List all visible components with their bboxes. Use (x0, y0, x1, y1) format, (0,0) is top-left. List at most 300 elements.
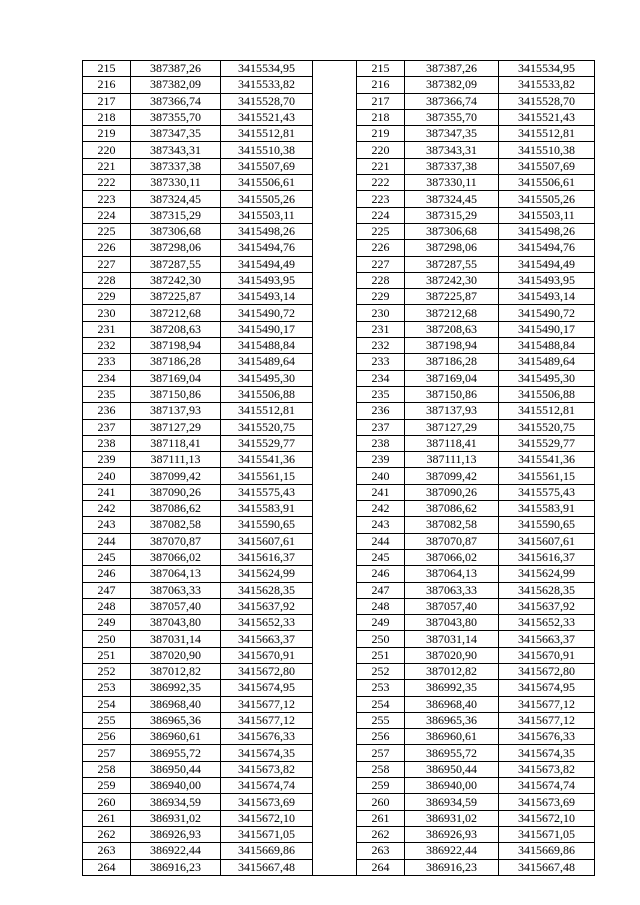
left-point-number-cell: 251 (83, 647, 131, 663)
table-spacer-cell (313, 826, 357, 842)
right-point-number-cell: 249 (357, 615, 405, 631)
left-y-coordinate-cell: 3415674,74 (221, 778, 313, 794)
right-point-number-cell: 250 (357, 631, 405, 647)
table-spacer-cell (313, 452, 357, 468)
left-point-number-cell: 240 (83, 468, 131, 484)
table-row (83, 158, 595, 174)
table-spacer-cell (313, 77, 357, 93)
left-x-coordinate-cell: 386992,35 (131, 680, 221, 696)
left-x-coordinate-cell: 387387,26 (131, 61, 221, 77)
right-x-coordinate-cell: 387287,55 (405, 256, 499, 272)
left-point-number-cell: 250 (83, 631, 131, 647)
table-row (83, 696, 595, 712)
right-x-coordinate-cell: 387242,30 (405, 272, 499, 288)
right-y-coordinate-cell: 3415512,81 (499, 403, 595, 419)
table-spacer-cell (313, 810, 357, 826)
right-x-coordinate-cell: 387355,70 (405, 109, 499, 125)
right-x-coordinate-cell: 387082,58 (405, 517, 499, 533)
left-x-coordinate-cell: 387137,93 (131, 403, 221, 419)
right-point-number-cell: 258 (357, 761, 405, 777)
right-y-coordinate-cell: 3415493,95 (499, 272, 595, 288)
table-row (83, 93, 595, 109)
right-x-coordinate-cell: 386992,35 (405, 680, 499, 696)
right-x-coordinate-cell: 387063,33 (405, 582, 499, 598)
table-row (83, 435, 595, 451)
left-y-coordinate-cell: 3415590,65 (221, 517, 313, 533)
table-spacer-cell (313, 696, 357, 712)
table-spacer-cell (313, 240, 357, 256)
table-row (83, 191, 595, 207)
table-row (83, 305, 595, 321)
left-y-coordinate-cell: 3415541,36 (221, 452, 313, 468)
left-x-coordinate-cell: 387111,13 (131, 452, 221, 468)
right-y-coordinate-cell: 3415507,69 (499, 158, 595, 174)
left-x-coordinate-cell: 386940,00 (131, 778, 221, 794)
table-spacer-cell (313, 598, 357, 614)
left-y-coordinate-cell: 3415674,95 (221, 680, 313, 696)
left-point-number-cell: 235 (83, 386, 131, 402)
right-y-coordinate-cell: 3415561,15 (499, 468, 595, 484)
left-y-coordinate-cell: 3415494,49 (221, 256, 313, 272)
left-y-coordinate-cell: 3415507,69 (221, 158, 313, 174)
left-x-coordinate-cell: 387337,38 (131, 158, 221, 174)
right-x-coordinate-cell: 386926,93 (405, 826, 499, 842)
left-y-coordinate-cell: 3415677,12 (221, 696, 313, 712)
table-row (83, 419, 595, 435)
left-y-coordinate-cell: 3415489,64 (221, 354, 313, 370)
left-y-coordinate-cell: 3415493,95 (221, 272, 313, 288)
left-x-coordinate-cell: 387343,31 (131, 142, 221, 158)
left-point-number-cell: 226 (83, 240, 131, 256)
right-y-coordinate-cell: 3415669,86 (499, 843, 595, 859)
left-y-coordinate-cell: 3415528,70 (221, 93, 313, 109)
left-point-number-cell: 243 (83, 517, 131, 533)
left-y-coordinate-cell: 3415488,84 (221, 338, 313, 354)
left-x-coordinate-cell: 387169,04 (131, 370, 221, 386)
left-x-coordinate-cell: 387198,94 (131, 338, 221, 354)
table-spacer-cell (313, 859, 357, 875)
right-y-coordinate-cell: 3415583,91 (499, 501, 595, 517)
right-y-coordinate-cell: 3415529,77 (499, 435, 595, 451)
table-spacer-cell (313, 338, 357, 354)
left-y-coordinate-cell: 3415493,14 (221, 289, 313, 305)
table-spacer-cell (313, 843, 357, 859)
left-point-number-cell: 220 (83, 142, 131, 158)
right-y-coordinate-cell: 3415677,12 (499, 712, 595, 728)
right-x-coordinate-cell: 386950,44 (405, 761, 499, 777)
right-point-number-cell: 216 (357, 77, 405, 93)
right-point-number-cell: 223 (357, 191, 405, 207)
left-x-coordinate-cell: 387064,13 (131, 566, 221, 582)
right-point-number-cell: 221 (357, 158, 405, 174)
right-y-coordinate-cell: 3415674,95 (499, 680, 595, 696)
table-spacer-cell (313, 207, 357, 223)
left-y-coordinate-cell: 3415616,37 (221, 549, 313, 565)
table-spacer-cell (313, 305, 357, 321)
right-y-coordinate-cell: 3415624,99 (499, 566, 595, 582)
left-point-number-cell: 216 (83, 77, 131, 93)
left-y-coordinate-cell: 3415520,75 (221, 419, 313, 435)
right-x-coordinate-cell: 387086,62 (405, 501, 499, 517)
right-point-number-cell: 215 (357, 61, 405, 77)
left-x-coordinate-cell: 387150,86 (131, 386, 221, 402)
left-x-coordinate-cell: 386931,02 (131, 810, 221, 826)
table-spacer-cell (313, 370, 357, 386)
left-x-coordinate-cell: 387287,55 (131, 256, 221, 272)
right-point-number-cell: 245 (357, 549, 405, 565)
left-x-coordinate-cell: 386934,59 (131, 794, 221, 810)
table-spacer-cell (313, 191, 357, 207)
left-y-coordinate-cell: 3415490,72 (221, 305, 313, 321)
right-x-coordinate-cell: 387337,38 (405, 158, 499, 174)
right-point-number-cell: 239 (357, 452, 405, 468)
table-row (83, 680, 595, 696)
right-point-number-cell: 242 (357, 501, 405, 517)
table-row (83, 859, 595, 875)
right-x-coordinate-cell: 386940,00 (405, 778, 499, 794)
left-x-coordinate-cell: 387366,74 (131, 93, 221, 109)
table-row (83, 321, 595, 337)
left-x-coordinate-cell: 386950,44 (131, 761, 221, 777)
table-row (83, 289, 595, 305)
right-y-coordinate-cell: 3415670,91 (499, 647, 595, 663)
table-row (83, 452, 595, 468)
left-x-coordinate-cell: 387099,42 (131, 468, 221, 484)
right-x-coordinate-cell: 387208,63 (405, 321, 499, 337)
right-point-number-cell: 262 (357, 826, 405, 842)
table-spacer-cell (313, 93, 357, 109)
right-x-coordinate-cell: 387150,86 (405, 386, 499, 402)
left-y-coordinate-cell: 3415672,10 (221, 810, 313, 826)
right-point-number-cell: 253 (357, 680, 405, 696)
right-point-number-cell: 243 (357, 517, 405, 533)
right-x-coordinate-cell: 387137,93 (405, 403, 499, 419)
right-point-number-cell: 256 (357, 729, 405, 745)
left-x-coordinate-cell: 387066,02 (131, 549, 221, 565)
left-point-number-cell: 246 (83, 566, 131, 582)
right-y-coordinate-cell: 3415488,84 (499, 338, 595, 354)
right-y-coordinate-cell: 3415637,92 (499, 598, 595, 614)
left-y-coordinate-cell: 3415561,15 (221, 468, 313, 484)
right-point-number-cell: 263 (357, 843, 405, 859)
left-point-number-cell: 236 (83, 403, 131, 419)
table-spacer-cell (313, 158, 357, 174)
table-spacer-cell (313, 712, 357, 728)
left-y-coordinate-cell: 3415490,17 (221, 321, 313, 337)
left-point-number-cell: 224 (83, 207, 131, 223)
left-point-number-cell: 257 (83, 745, 131, 761)
table-spacer-cell (313, 468, 357, 484)
table-row (83, 778, 595, 794)
right-y-coordinate-cell: 3415520,75 (499, 419, 595, 435)
left-y-coordinate-cell: 3415498,26 (221, 223, 313, 239)
right-y-coordinate-cell: 3415490,17 (499, 321, 595, 337)
right-x-coordinate-cell: 387012,82 (405, 663, 499, 679)
left-y-coordinate-cell: 3415663,37 (221, 631, 313, 647)
right-x-coordinate-cell: 387212,68 (405, 305, 499, 321)
table-row (83, 256, 595, 272)
table-row (83, 240, 595, 256)
right-x-coordinate-cell: 387169,04 (405, 370, 499, 386)
left-y-coordinate-cell: 3415674,35 (221, 745, 313, 761)
right-x-coordinate-cell: 387330,11 (405, 175, 499, 191)
left-x-coordinate-cell: 387355,70 (131, 109, 221, 125)
right-y-coordinate-cell: 3415616,37 (499, 549, 595, 565)
right-y-coordinate-cell: 3415510,38 (499, 142, 595, 158)
left-y-coordinate-cell: 3415512,81 (221, 126, 313, 142)
right-y-coordinate-cell: 3415494,76 (499, 240, 595, 256)
right-y-coordinate-cell: 3415673,82 (499, 761, 595, 777)
left-point-number-cell: 249 (83, 615, 131, 631)
table-row (83, 729, 595, 745)
right-point-number-cell: 254 (357, 696, 405, 712)
right-x-coordinate-cell: 387186,28 (405, 354, 499, 370)
left-point-number-cell: 264 (83, 859, 131, 875)
right-point-number-cell: 226 (357, 240, 405, 256)
left-x-coordinate-cell: 387057,40 (131, 598, 221, 614)
left-x-coordinate-cell: 387031,14 (131, 631, 221, 647)
right-y-coordinate-cell: 3415521,43 (499, 109, 595, 125)
table-row (83, 386, 595, 402)
right-point-number-cell: 229 (357, 289, 405, 305)
right-y-coordinate-cell: 3415506,88 (499, 386, 595, 402)
left-x-coordinate-cell: 387347,35 (131, 126, 221, 142)
left-x-coordinate-cell: 387315,29 (131, 207, 221, 223)
right-x-coordinate-cell: 387043,80 (405, 615, 499, 631)
left-y-coordinate-cell: 3415607,61 (221, 533, 313, 549)
right-x-coordinate-cell: 387343,31 (405, 142, 499, 158)
table-row (83, 843, 595, 859)
left-x-coordinate-cell: 386960,61 (131, 729, 221, 745)
right-y-coordinate-cell: 3415533,82 (499, 77, 595, 93)
left-y-coordinate-cell: 3415529,77 (221, 435, 313, 451)
right-x-coordinate-cell: 386931,02 (405, 810, 499, 826)
left-point-number-cell: 263 (83, 843, 131, 859)
right-y-coordinate-cell: 3415672,80 (499, 663, 595, 679)
right-x-coordinate-cell: 387066,02 (405, 549, 499, 565)
left-point-number-cell: 229 (83, 289, 131, 305)
left-x-coordinate-cell: 386968,40 (131, 696, 221, 712)
right-x-coordinate-cell: 386934,59 (405, 794, 499, 810)
table-spacer-cell (313, 745, 357, 761)
right-point-number-cell: 232 (357, 338, 405, 354)
right-point-number-cell: 228 (357, 272, 405, 288)
table-row (83, 712, 595, 728)
right-x-coordinate-cell: 387127,29 (405, 419, 499, 435)
left-y-coordinate-cell: 3415672,80 (221, 663, 313, 679)
left-point-number-cell: 244 (83, 533, 131, 549)
left-x-coordinate-cell: 387330,11 (131, 175, 221, 191)
left-x-coordinate-cell: 387063,33 (131, 582, 221, 598)
left-y-coordinate-cell: 3415624,99 (221, 566, 313, 582)
coordinates-table (82, 60, 595, 876)
right-y-coordinate-cell: 3415663,37 (499, 631, 595, 647)
table-spacer-cell (313, 435, 357, 451)
left-y-coordinate-cell: 3415506,88 (221, 386, 313, 402)
right-point-number-cell: 247 (357, 582, 405, 598)
left-point-number-cell: 221 (83, 158, 131, 174)
table-spacer-cell (313, 321, 357, 337)
table-row (83, 126, 595, 142)
table-row (83, 77, 595, 93)
left-x-coordinate-cell: 387020,90 (131, 647, 221, 663)
left-point-number-cell: 259 (83, 778, 131, 794)
right-x-coordinate-cell: 387111,13 (405, 452, 499, 468)
left-point-number-cell: 262 (83, 826, 131, 842)
table-row (83, 582, 595, 598)
right-point-number-cell: 246 (357, 566, 405, 582)
left-point-number-cell: 247 (83, 582, 131, 598)
left-point-number-cell: 254 (83, 696, 131, 712)
table-row (83, 370, 595, 386)
left-point-number-cell: 217 (83, 93, 131, 109)
left-point-number-cell: 261 (83, 810, 131, 826)
right-y-coordinate-cell: 3415505,26 (499, 191, 595, 207)
right-x-coordinate-cell: 387225,87 (405, 289, 499, 305)
table-spacer-cell (313, 680, 357, 696)
table-spacer-cell (313, 354, 357, 370)
left-y-coordinate-cell: 3415652,33 (221, 615, 313, 631)
left-y-coordinate-cell: 3415637,92 (221, 598, 313, 614)
right-point-number-cell: 224 (357, 207, 405, 223)
coordinates-table-body (83, 61, 595, 876)
right-x-coordinate-cell: 387347,35 (405, 126, 499, 142)
table-row (83, 761, 595, 777)
left-y-coordinate-cell: 3415512,81 (221, 403, 313, 419)
right-y-coordinate-cell: 3415674,35 (499, 745, 595, 761)
left-point-number-cell: 245 (83, 549, 131, 565)
left-x-coordinate-cell: 386955,72 (131, 745, 221, 761)
right-y-coordinate-cell: 3415628,35 (499, 582, 595, 598)
right-y-coordinate-cell: 3415494,49 (499, 256, 595, 272)
right-point-number-cell: 261 (357, 810, 405, 826)
table-spacer-cell (313, 533, 357, 549)
right-x-coordinate-cell: 387090,26 (405, 484, 499, 500)
left-point-number-cell: 230 (83, 305, 131, 321)
left-x-coordinate-cell: 387306,68 (131, 223, 221, 239)
left-point-number-cell: 231 (83, 321, 131, 337)
table-spacer-cell (313, 517, 357, 533)
right-point-number-cell: 230 (357, 305, 405, 321)
table-spacer-cell (313, 663, 357, 679)
left-point-number-cell: 215 (83, 61, 131, 77)
table-row (83, 501, 595, 517)
left-x-coordinate-cell: 386965,36 (131, 712, 221, 728)
left-y-coordinate-cell: 3415495,30 (221, 370, 313, 386)
table-spacer-cell (313, 761, 357, 777)
left-y-coordinate-cell: 3415510,38 (221, 142, 313, 158)
left-y-coordinate-cell: 3415575,43 (221, 484, 313, 500)
left-y-coordinate-cell: 3415583,91 (221, 501, 313, 517)
table-spacer-cell (313, 126, 357, 142)
left-x-coordinate-cell: 386916,23 (131, 859, 221, 875)
table-row (83, 517, 595, 533)
left-y-coordinate-cell: 3415673,69 (221, 794, 313, 810)
right-x-coordinate-cell: 387070,87 (405, 533, 499, 549)
right-y-coordinate-cell: 3415607,61 (499, 533, 595, 549)
right-y-coordinate-cell: 3415534,95 (499, 61, 595, 77)
table-spacer-cell (313, 794, 357, 810)
right-x-coordinate-cell: 387031,14 (405, 631, 499, 647)
left-point-number-cell: 237 (83, 419, 131, 435)
right-x-coordinate-cell: 386960,61 (405, 729, 499, 745)
table-row (83, 468, 595, 484)
table-row (83, 615, 595, 631)
left-y-coordinate-cell: 3415667,48 (221, 859, 313, 875)
right-x-coordinate-cell: 387198,94 (405, 338, 499, 354)
table-row (83, 175, 595, 191)
table-row (83, 142, 595, 158)
right-x-coordinate-cell: 387387,26 (405, 61, 499, 77)
right-x-coordinate-cell: 387298,06 (405, 240, 499, 256)
right-point-number-cell: 257 (357, 745, 405, 761)
right-y-coordinate-cell: 3415652,33 (499, 615, 595, 631)
left-point-number-cell: 241 (83, 484, 131, 500)
table-row (83, 745, 595, 761)
table-row (83, 631, 595, 647)
left-point-number-cell: 228 (83, 272, 131, 288)
right-x-coordinate-cell: 387099,42 (405, 468, 499, 484)
right-point-number-cell: 231 (357, 321, 405, 337)
table-spacer-cell (313, 419, 357, 435)
left-point-number-cell: 255 (83, 712, 131, 728)
left-y-coordinate-cell: 3415670,91 (221, 647, 313, 663)
table-spacer-cell (313, 778, 357, 794)
left-x-coordinate-cell: 387086,62 (131, 501, 221, 517)
left-x-coordinate-cell: 387225,87 (131, 289, 221, 305)
table-spacer-cell (313, 647, 357, 663)
left-y-coordinate-cell: 3415521,43 (221, 109, 313, 125)
table-row (83, 598, 595, 614)
right-point-number-cell: 251 (357, 647, 405, 663)
table-row (83, 533, 595, 549)
right-y-coordinate-cell: 3415498,26 (499, 223, 595, 239)
left-x-coordinate-cell: 387012,82 (131, 663, 221, 679)
table-row (83, 338, 595, 354)
right-x-coordinate-cell: 386916,23 (405, 859, 499, 875)
left-x-coordinate-cell: 387382,09 (131, 77, 221, 93)
table-spacer-cell (313, 615, 357, 631)
right-x-coordinate-cell: 386965,36 (405, 712, 499, 728)
left-y-coordinate-cell: 3415534,95 (221, 61, 313, 77)
table-row (83, 207, 595, 223)
left-x-coordinate-cell: 386922,44 (131, 843, 221, 859)
left-x-coordinate-cell: 387090,26 (131, 484, 221, 500)
table-spacer-cell (313, 549, 357, 565)
right-point-number-cell: 235 (357, 386, 405, 402)
right-y-coordinate-cell: 3415495,30 (499, 370, 595, 386)
table-row (83, 109, 595, 125)
document-page (82, 60, 594, 876)
left-point-number-cell: 225 (83, 223, 131, 239)
table-spacer-cell (313, 61, 357, 77)
left-point-number-cell: 233 (83, 354, 131, 370)
right-y-coordinate-cell: 3415528,70 (499, 93, 595, 109)
table-spacer-cell (313, 386, 357, 402)
right-point-number-cell: 252 (357, 663, 405, 679)
left-x-coordinate-cell: 386926,93 (131, 826, 221, 842)
left-point-number-cell: 260 (83, 794, 131, 810)
left-point-number-cell: 253 (83, 680, 131, 696)
left-y-coordinate-cell: 3415676,33 (221, 729, 313, 745)
right-point-number-cell: 238 (357, 435, 405, 451)
right-point-number-cell: 259 (357, 778, 405, 794)
table-spacer-cell (313, 256, 357, 272)
right-y-coordinate-cell: 3415490,72 (499, 305, 595, 321)
right-point-number-cell: 219 (357, 126, 405, 142)
left-point-number-cell: 218 (83, 109, 131, 125)
right-x-coordinate-cell: 386955,72 (405, 745, 499, 761)
